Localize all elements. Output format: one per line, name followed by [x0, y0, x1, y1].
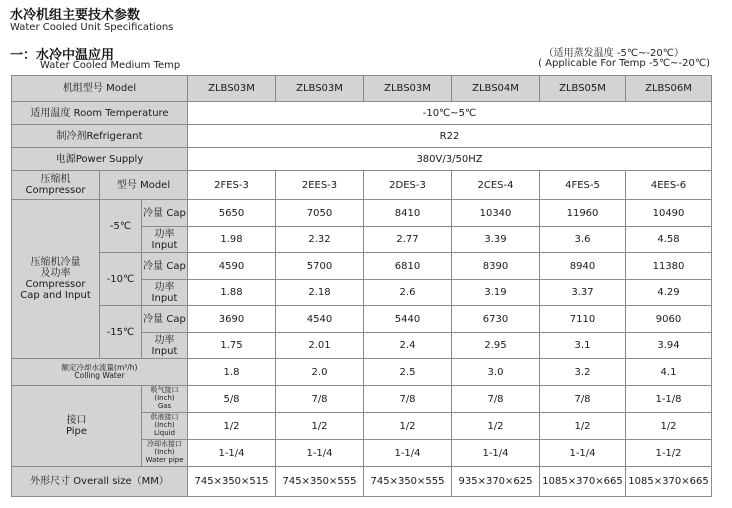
compressor-model-label: 型号 Model	[100, 171, 188, 200]
cap-label: 冷量 Cap	[142, 306, 188, 333]
pipe-type-cn: 冷却水接口(Inch)	[147, 440, 182, 457]
size-value: 745×350×515	[188, 467, 276, 497]
pipe-value: 7/8	[452, 386, 540, 413]
cap-value: 6810	[364, 253, 452, 280]
water-flow-value: 1.8	[188, 359, 276, 386]
pipe-value: 1/2	[452, 413, 540, 440]
cap-value: 3690	[188, 306, 276, 333]
pipe-value: 7/8	[276, 386, 364, 413]
cap-value: 8940	[540, 253, 626, 280]
input-label: 功率 Input	[142, 280, 188, 306]
compressor-model: 2FES-3	[188, 171, 276, 200]
document-title: 水冷机组主要技术参数	[10, 8, 141, 23]
compressor-model: 2CES-4	[452, 171, 540, 200]
input-label: 功率 Input	[142, 227, 188, 253]
compressor-label	[12, 171, 100, 200]
cap-value: 7110	[540, 306, 626, 333]
temp-note-en: ( Applicable For Temp -5℃~-20℃)	[538, 58, 710, 69]
input-value: 3.6	[540, 227, 626, 253]
size-row	[12, 467, 712, 497]
input-value: 1.88	[188, 280, 276, 306]
input-value: 2.18	[276, 280, 364, 306]
evap-temp-label: -15℃	[100, 306, 142, 359]
water-flow-label	[12, 359, 188, 386]
input-value: 4.29	[626, 280, 712, 306]
water-flow-label-en: Colling Water	[74, 371, 125, 380]
input-value: 2.32	[276, 227, 364, 253]
model-name: ZLBS03M	[188, 76, 276, 102]
size-label: 外形尺寸 Overall size（MM）	[12, 467, 188, 497]
model-row	[12, 76, 712, 102]
input-value: 1.75	[188, 333, 276, 359]
water-flow-label-cn: 额定冷却水流量(m³/h)	[61, 362, 138, 372]
room-temp-value: -10℃~5℃	[188, 102, 712, 125]
water-flow-value: 3.0	[452, 359, 540, 386]
compressor-model: 2DES-3	[364, 171, 452, 200]
size-value: 1085×370×665	[540, 467, 626, 497]
model-name: ZLBS06M	[626, 76, 712, 102]
water-flow-value: 4.1	[626, 359, 712, 386]
pipe-value: 1/2	[626, 413, 712, 440]
cap-value: 5700	[276, 253, 364, 280]
pipe-value: 7/8	[540, 386, 626, 413]
cap-group-en-1: Compressor	[25, 279, 86, 290]
evap-temp-label: -5℃	[100, 200, 142, 253]
pipe-value: 7/8	[364, 386, 452, 413]
size-value: 745×350×555	[276, 467, 364, 497]
cap-value: 8410	[364, 200, 452, 227]
input-value: 2.4	[364, 333, 452, 359]
model-name: ZLBS03M	[364, 76, 452, 102]
model-name: ZLBS05M	[540, 76, 626, 102]
pipe-value: 1-1/4	[276, 440, 364, 467]
input-value: 3.94	[626, 333, 712, 359]
pipe-value: 1-1/4	[188, 440, 276, 467]
pipe-label-en: Pipe	[65, 426, 88, 437]
power-label: 电源Power Supply	[12, 148, 188, 171]
compressor-label-en: Compressor	[25, 185, 86, 196]
section-title: 一：水冷中温应用	[10, 48, 115, 63]
refrigerant-value: R22	[188, 125, 712, 148]
pipe-type-cn: 吸气接口(Inch)	[150, 386, 179, 403]
pipe-value: 1/2	[188, 413, 276, 440]
pipe-value: 1/2	[364, 413, 452, 440]
water-flow-value: 2.5	[364, 359, 452, 386]
document-subtitle: Water Cooled Unit Specifications	[10, 22, 174, 33]
model-name: ZLBS03M	[276, 76, 364, 102]
power-row	[12, 148, 712, 171]
cap-value: 7050	[276, 200, 364, 227]
cap-value: 10340	[452, 200, 540, 227]
cap-value: 5650	[188, 200, 276, 227]
cap-value: 11380	[626, 253, 712, 280]
cap-row	[12, 200, 712, 227]
cap-value: 9060	[626, 306, 712, 333]
cap-row	[12, 306, 712, 333]
cap-value: 4540	[276, 306, 364, 333]
input-value: 2.95	[452, 333, 540, 359]
water-flow-value: 3.2	[540, 359, 626, 386]
input-value: 3.37	[540, 280, 626, 306]
water-flow-value: 2.0	[276, 359, 364, 386]
input-value: 2.6	[364, 280, 452, 306]
cap-value: 8390	[452, 253, 540, 280]
pipe-label-cn: 接口	[66, 415, 87, 426]
size-value: 745×350×555	[364, 467, 452, 497]
pipe-label	[12, 386, 142, 467]
cap-group-cn-2: 及功率	[40, 268, 71, 279]
compressor-model: 4FES-5	[540, 171, 626, 200]
compressor-label-cn: 压缩机	[40, 174, 71, 185]
pipe-value: 1/2	[540, 413, 626, 440]
pipe-type-label	[142, 386, 188, 413]
pipe-type-label	[142, 440, 188, 467]
input-value: 3.1	[540, 333, 626, 359]
power-value: 380V/3/50HZ	[188, 148, 712, 171]
cap-group-label	[12, 200, 100, 359]
pipe-value: 1-1/4	[540, 440, 626, 467]
pipe-value: 1-1/4	[364, 440, 452, 467]
cap-label: 冷量 Cap	[142, 200, 188, 227]
pipe-type-cn: 供液接口(Inch)	[150, 413, 179, 430]
compressor-model: 2EES-3	[276, 171, 364, 200]
cap-label: 冷量 Cap	[142, 253, 188, 280]
compressor-model: 4EES-6	[626, 171, 712, 200]
refrigerant-row	[12, 125, 712, 148]
evap-temp-label: -10℃	[100, 253, 142, 306]
cap-group-cn-1: 压缩机冷量	[30, 257, 81, 268]
pipe-row	[12, 386, 712, 413]
input-label: 功率 Input	[142, 333, 188, 359]
input-value: 2.77	[364, 227, 452, 253]
input-value: 1.98	[188, 227, 276, 253]
pipe-type-en: Water pipe	[145, 455, 184, 464]
pipe-value: 1-1/2	[626, 440, 712, 467]
input-value: 2.01	[276, 333, 364, 359]
size-value: 1085×370×665	[626, 467, 712, 497]
input-value: 3.39	[452, 227, 540, 253]
room-temp-row	[12, 102, 712, 125]
pipe-value: 1-1/4	[452, 440, 540, 467]
room-temp-label: 适用温度 Room Temperature	[12, 102, 188, 125]
section-subtitle: Water Cooled Medium Temp	[40, 60, 181, 71]
cap-value: 4590	[188, 253, 276, 280]
pipe-value: 1/2	[276, 413, 364, 440]
cap-value: 6730	[452, 306, 540, 333]
compressor-row	[12, 171, 712, 200]
pipe-type-en: Liquid	[153, 428, 176, 437]
temp-note-cn: （适用蒸发温度 -5℃~-20℃）	[543, 48, 684, 59]
size-value: 935×370×625	[452, 467, 540, 497]
cap-value: 10490	[626, 200, 712, 227]
cap-value: 5440	[364, 306, 452, 333]
pipe-value: 5/8	[188, 386, 276, 413]
model-label: 机组型号 Model	[12, 76, 188, 102]
pipe-type-label	[142, 413, 188, 440]
refrigerant-label: 制冷剂Refrigerant	[12, 125, 188, 148]
model-name: ZLBS04M	[452, 76, 540, 102]
cap-value: 11960	[540, 200, 626, 227]
water-flow-row	[12, 359, 712, 386]
input-value: 3.19	[452, 280, 540, 306]
pipe-type-en: Gas	[157, 401, 172, 410]
cap-row	[12, 253, 712, 280]
input-value: 4.58	[626, 227, 712, 253]
cap-group-en-2: Cap and Input	[20, 290, 91, 301]
pipe-value: 1-1/8	[626, 386, 712, 413]
spec-table	[11, 75, 712, 497]
